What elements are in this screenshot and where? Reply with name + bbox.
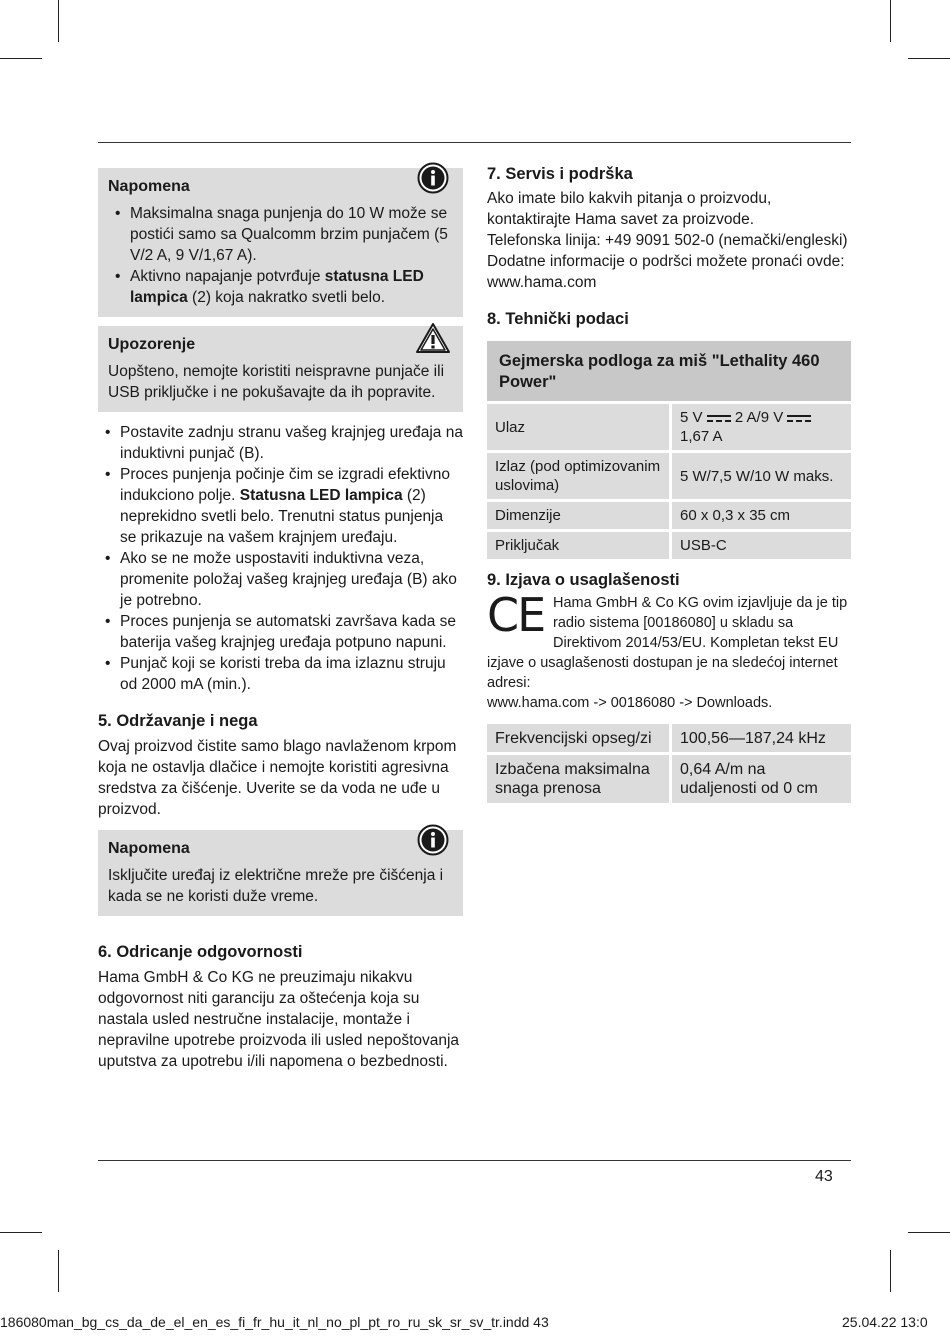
section-heading-specs: 8. Tehnički podaci — [487, 310, 629, 328]
warning-text: Uopšteno, nemojte koristiti neispravne punjače ili USB priključke i ne pokušavajte da ih popravite. — [108, 363, 445, 401]
spec-table-title: Gejmerska podloga za miš "Lethality 460 Power" — [487, 341, 851, 401]
crop-mark — [908, 58, 950, 59]
service-line: Dodatne informacije o podršci možete pronaći ovde: — [487, 253, 845, 270]
section-heading-disclaimer: 6. Odricanje odgovornosti — [98, 943, 303, 961]
spec-value: 5 W/7,5 W/10 W maks. — [672, 453, 851, 499]
ce-mark-icon: CE — [487, 588, 545, 642]
spec-label: Izbačena maksimalna snaga prenosa — [487, 755, 672, 803]
spec-value: USB-C — [672, 532, 851, 559]
info-icon — [417, 824, 449, 862]
table-row — [487, 502, 851, 529]
section-heading-maintenance: 5. Održavanje i nega — [98, 712, 258, 730]
spec-label: Ulaz — [487, 404, 672, 450]
note-box — [98, 830, 463, 916]
spec-label: Priključak — [487, 532, 672, 559]
crop-mark — [890, 1250, 891, 1292]
service-url: www.hama.com — [487, 274, 597, 291]
instructions-list — [98, 422, 463, 695]
section-heading-service: 7. Servis i podrška — [487, 165, 633, 183]
spec-value: 0,64 A/m na udaljenosti od 0 cm — [672, 755, 851, 803]
conformity-text: Hama GmbH & Co KG ovim izjavljuje da je tip radio sistema [00186080] u skladu sa Direktivom 2014/53/EU. Kompletan tekst EU — [553, 595, 848, 651]
service-line: Telefonska linija: +49 9091 502-0 (nemački/engleski) — [487, 232, 848, 249]
list-item: • Ako se ne može uspostaviti induktivna veza, promenite položaj vašeg krajnjeg uređaja (B) ako je potrebno. — [98, 548, 463, 611]
crop-mark — [58, 0, 59, 42]
section-heading-conformity: 9. Izjava o usaglašenosti — [487, 571, 680, 589]
table-row — [487, 755, 851, 803]
table-row — [487, 724, 851, 752]
crop-mark — [0, 58, 42, 59]
list-item: • Proces punjenja se automatski završava kada se baterija vašeg krajnjeg uređaja potpuno napuni. — [98, 611, 463, 653]
table-row — [487, 453, 851, 499]
list-item: • Postavite zadnju stranu vašeg krajnjeg uređaja na induktivni punjač (B). — [98, 422, 463, 464]
conformity-url: www.hama.com -> 00186080 -> Downloads. — [487, 695, 773, 711]
print-footer-file: 186080man_bg_cs_da_de_el_en_es_fi_fr_hu_it_nl_no_pl_pt_ro_ru_sk_sr_sv_tr.indd 43 — [0, 1314, 549, 1330]
service-line: Ako imate bilo kakvih pitanja o proizvodu, — [487, 190, 772, 207]
right-column — [487, 164, 851, 806]
print-footer-date: 25.04.22 13:0 — [842, 1314, 928, 1330]
table-row — [487, 532, 851, 559]
list-item: • Punjač koji se koristi treba da ima izlaznu struju od 2000 mA (min.). — [98, 653, 463, 695]
left-column — [98, 168, 463, 1072]
note-item: • Aktivno napajanje potvrđuje statusna LED lampica (2) koja nakratko svetli belo. — [108, 266, 453, 308]
dc-symbol-icon — [707, 414, 731, 423]
crop-mark — [0, 1232, 42, 1233]
maintenance-text: Ovaj proizvod čistite samo blago navlaženom krpom koja ne ostavlja dlačice i nemojte koristiti agresivna sredstva za čišćenje. Uverite se da voda ne uđe u proizvod. — [98, 738, 457, 818]
footer-rule — [98, 1160, 851, 1161]
note-text: Isključite uređaj iz električne mreže pre čišćenja i kada se ne koristi duže vreme. — [108, 867, 444, 905]
note-item: • Maksimalna snaga punjenja do 10 W može se postići samo sa Qualcomm brzim punjačem (5 V/2 A, 9 V/1,67 A). — [108, 203, 453, 266]
radio-table — [487, 721, 851, 806]
header-rule — [98, 142, 851, 143]
crop-mark — [58, 1250, 59, 1292]
spec-value: 5 V 2 A/9 V 1,67 A — [672, 404, 851, 450]
service-line: kontaktirajte Hama savet za proizvode. — [487, 211, 755, 228]
note-box — [98, 168, 463, 317]
spec-label: Izlaz (pod optimizovanim uslovima) — [487, 453, 672, 499]
page-number: 43 — [815, 1168, 833, 1185]
dc-symbol-icon — [787, 414, 811, 423]
note-title: Napomena — [108, 840, 190, 857]
warning-icon — [415, 322, 451, 360]
warning-box — [98, 326, 463, 412]
warning-title: Upozorenje — [108, 336, 196, 353]
crop-mark — [908, 1232, 950, 1233]
spec-table — [487, 401, 851, 562]
spec-label: Frekvencijski opseg/zi — [487, 724, 672, 752]
crop-mark — [890, 0, 891, 42]
info-icon — [417, 162, 449, 200]
note-title: Napomena — [108, 178, 190, 195]
spec-value: 60 x 0,3 x 35 cm — [672, 502, 851, 529]
conformity-text: izjave o usaglašenosti dostupan je na sledećoj internet adresi: — [487, 655, 838, 691]
table-row — [487, 404, 851, 450]
spec-value: 100,56—187,24 kHz — [672, 724, 851, 752]
list-item: • Proces punjenja počinje čim se izgradi efektivno indukciono polje. Statusna LED lampica (2) neprekidno svetli belo. Trenutni status punjenja se prikazuje na vašem krajnjem uređaju. — [98, 464, 463, 548]
spec-label: Dimenzije — [487, 502, 672, 529]
disclaimer-text: Hama GmbH & Co KG ne preuzimaju nikakvu odgovornost niti garanciju za oštećenja koja su nastala usled nestručne instalacije, montaže i nepravilne upotrebe proizvoda ili usled nepoštovanja uputstva za upotrebu i/ili napomena o bezbednosti. — [98, 969, 460, 1070]
